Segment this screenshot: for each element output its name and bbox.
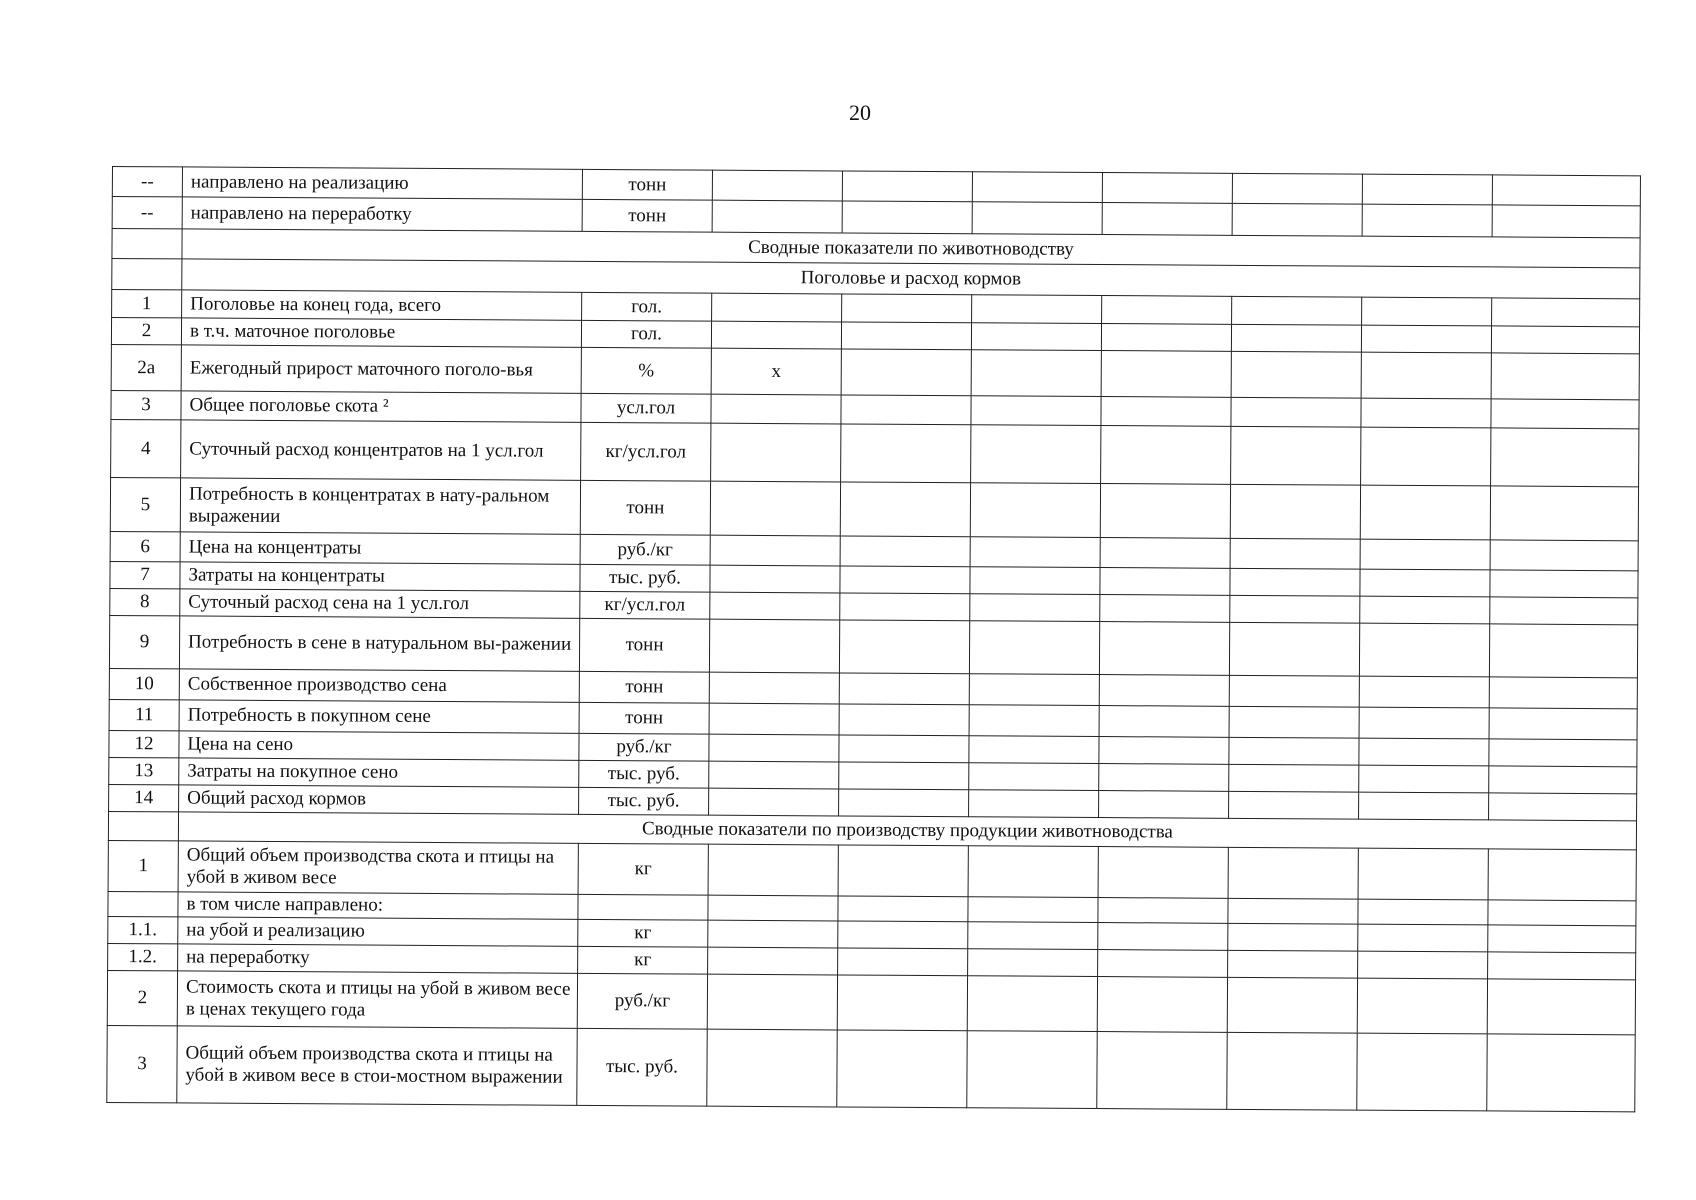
value-cell (1229, 675, 1359, 707)
value-cell (1487, 1034, 1635, 1112)
value-cell (841, 349, 971, 396)
value-cell (1230, 568, 1360, 596)
value-cell (838, 948, 968, 976)
value-cell (710, 565, 840, 593)
value-cell (970, 594, 1100, 622)
row-number: 2а (111, 344, 181, 390)
value-cell (971, 396, 1101, 426)
value-cell (709, 672, 839, 704)
value-cell (707, 1029, 837, 1107)
value-cell (1489, 624, 1637, 678)
row-number: 9 (109, 615, 179, 668)
value-cell (1097, 977, 1227, 1033)
indicator-name: Поголовье на конец года, всего (182, 290, 582, 320)
value-cell (1489, 739, 1637, 767)
value-cell (1492, 175, 1640, 206)
indicator-name: Цена на сено (179, 731, 579, 760)
value-cell (1099, 675, 1229, 707)
indicator-name: Ежегодный прирост маточного поголо-вья (181, 345, 581, 393)
value-cell (710, 592, 840, 620)
value-cell (967, 1031, 1097, 1109)
indicator-name: направлено на переработку (182, 197, 582, 231)
row-number: 12 (109, 730, 179, 757)
unit-cell: тыс. руб. (580, 564, 710, 592)
value-cell (711, 394, 841, 424)
value-cell (1231, 426, 1361, 485)
indicator-name: Общее поголовье скота ² (181, 391, 581, 422)
value-cell (1232, 296, 1362, 325)
row-number: 1.1. (108, 916, 178, 943)
value-cell (837, 975, 967, 1031)
value-cell (1098, 923, 1228, 951)
indicator-name: Общий расход кормов (179, 785, 579, 814)
unit-cell: руб./кг (577, 973, 707, 1029)
value-cell (1491, 428, 1639, 487)
unit-cell: % (581, 347, 711, 394)
value-cell (1099, 764, 1229, 792)
indicator-name: Затраты на покупное сено (179, 758, 579, 787)
value-cell (1361, 352, 1491, 399)
value-cell (1229, 737, 1359, 765)
value-cell (1102, 203, 1232, 236)
value-cell (840, 482, 970, 537)
value-cell (841, 395, 971, 425)
table-body (107, 167, 1641, 1112)
value-cell (839, 762, 969, 790)
row-number: 2 (107, 970, 177, 1025)
value-cell (971, 350, 1101, 397)
unit-cell: тонн (579, 671, 709, 703)
value-cell (1229, 764, 1359, 792)
value-cell (1360, 539, 1490, 570)
unit-cell: тыс. руб. (577, 1028, 707, 1106)
value-cell (1229, 622, 1359, 676)
value-cell (1360, 596, 1490, 624)
value-cell (969, 674, 1099, 706)
section-title: Сводные показатели по производству продукции животноводства (178, 812, 1636, 850)
value-cell (1100, 568, 1230, 596)
value-cell (972, 172, 1102, 203)
value-cell (1102, 173, 1232, 204)
value-cell (1489, 766, 1637, 794)
value-cell (1102, 296, 1232, 325)
indicator-name: Потребность в концентратах в нату-ральном выражении (180, 478, 580, 534)
value-cell (1358, 899, 1488, 925)
value-cell (1358, 924, 1488, 952)
indicator-name: на переработку (178, 944, 578, 973)
value-cell (1229, 791, 1359, 819)
value-cell (1101, 426, 1231, 485)
unit-cell (578, 894, 708, 920)
value-cell (1099, 791, 1229, 819)
value-cell (1100, 595, 1230, 623)
unit-cell: руб./кг (579, 733, 709, 761)
value-cell (1490, 570, 1638, 598)
unit-cell: кг/усл.гол (581, 422, 711, 481)
value-cell (839, 789, 969, 817)
section-num-cell (108, 811, 178, 840)
value-cell (840, 566, 970, 594)
value-cell (712, 200, 842, 233)
row-number: 7 (110, 561, 180, 588)
value-cell (1230, 484, 1360, 539)
value-cell (1362, 297, 1492, 326)
value-cell (1232, 173, 1362, 204)
value-cell (1227, 977, 1357, 1033)
row-number: -- (112, 167, 182, 197)
row-number: 3 (111, 390, 181, 419)
unit-cell: гол. (582, 292, 712, 321)
value-cell (1489, 793, 1637, 821)
value-cell (1227, 1032, 1357, 1110)
row-number: -- (112, 197, 182, 229)
unit-cell: тонн (580, 480, 710, 535)
table-row (110, 477, 1638, 540)
indicator-name: Цена на концентраты (180, 532, 580, 564)
value-cell (1491, 353, 1639, 400)
value-cell (1489, 708, 1637, 740)
unit-cell: кг (578, 946, 708, 974)
value-cell (970, 567, 1100, 595)
value-cell (1491, 326, 1639, 354)
row-number: 6 (110, 531, 180, 561)
value-cell (1357, 1033, 1487, 1111)
indicator-name: Суточный расход концентратов на 1 усл.гол (181, 420, 581, 480)
value-cell (1359, 623, 1489, 677)
value-cell (1361, 398, 1491, 428)
value-cell (711, 321, 841, 349)
value-cell (1359, 676, 1489, 708)
value-cell (968, 846, 1098, 898)
value-cell (841, 322, 971, 350)
unit-cell: тонн (582, 169, 712, 200)
row-number: 8 (110, 588, 180, 615)
value-cell (1490, 597, 1638, 625)
value-cell (1229, 706, 1359, 738)
value-cell (712, 293, 842, 322)
value-cell (1488, 925, 1636, 953)
value-cell (1099, 737, 1229, 765)
indicators-table (106, 166, 1641, 1112)
value-cell (1359, 765, 1489, 793)
value-cell (1488, 900, 1636, 926)
value-cell (1488, 952, 1636, 980)
value-cell (709, 761, 839, 789)
value-cell (1487, 979, 1635, 1035)
value-cell (1358, 848, 1488, 900)
value-cell (1357, 978, 1487, 1034)
section-num-cell (112, 229, 182, 259)
row-number (108, 891, 178, 916)
section-title: Поголовье и расход кормов (182, 259, 1640, 299)
value-cell (1489, 677, 1637, 709)
value-cell (1360, 485, 1490, 540)
value-cell (1230, 538, 1360, 569)
row-number: 1 (112, 290, 182, 318)
value-cell (1230, 595, 1360, 623)
value-cell (1362, 204, 1492, 237)
unit-cell: тонн (579, 618, 709, 672)
section-num-cell (112, 259, 182, 290)
value-cell (709, 734, 839, 762)
value-cell (1361, 427, 1491, 486)
indicators-table-sheet (106, 166, 1640, 1112)
unit-cell: усл.гол (581, 393, 711, 423)
value-cell (1492, 298, 1640, 327)
value-cell (708, 920, 838, 948)
unit-cell: тыс. руб. (579, 787, 709, 815)
indicator-name: Собственное производство сена (179, 669, 579, 702)
row-number: 1.2. (108, 943, 178, 970)
table-row (109, 615, 1637, 677)
value-cell (708, 947, 838, 975)
value-cell (969, 790, 1099, 818)
indicator-name: Суточный расход сена на 1 усл.гол (180, 589, 580, 618)
unit-cell: руб./кг (580, 534, 710, 565)
value-cell (1488, 849, 1636, 901)
value-cell (1361, 325, 1491, 353)
row-number: 4 (111, 419, 181, 477)
value-cell (710, 481, 840, 536)
value-cell (1097, 1032, 1227, 1110)
value-cell (838, 896, 968, 922)
value-cell (968, 922, 1098, 950)
value-cell (707, 974, 837, 1030)
value-cell (1232, 203, 1362, 236)
indicator-name: Потребность в сене в натуральном вы-ражении (179, 616, 579, 671)
value-cell (1099, 622, 1229, 676)
value-cell (1100, 538, 1230, 569)
indicator-name: на убой и реализацию (178, 917, 578, 946)
value-cell (969, 621, 1099, 675)
value-cell (1231, 324, 1361, 352)
value-cell (1101, 324, 1231, 352)
value-cell (971, 323, 1101, 351)
value-cell (967, 976, 1097, 1032)
value-cell (710, 535, 840, 566)
unit-cell: кг (578, 843, 708, 895)
value-cell (837, 1030, 967, 1108)
value-cell (838, 921, 968, 949)
table-row (108, 840, 1636, 900)
value-cell (969, 705, 1099, 737)
row-number: 13 (109, 757, 179, 784)
value-cell (1362, 174, 1492, 205)
row-number: 2 (111, 318, 181, 345)
value-cell (841, 424, 971, 483)
value-cell (1098, 898, 1228, 924)
value-cell (1101, 351, 1231, 398)
value-cell (712, 170, 842, 201)
value-cell (1359, 738, 1489, 766)
value-cell (968, 897, 1098, 923)
indicator-name: в том числе направлено: (178, 892, 578, 919)
value-cell (838, 845, 968, 897)
row-number: 3 (107, 1025, 177, 1102)
indicator-name: в т.ч. маточное поголовье (181, 318, 581, 347)
value-cell (1231, 397, 1361, 427)
value-cell (842, 201, 972, 234)
section-title: Сводные показатели по животноводству (182, 229, 1640, 268)
value-cell (969, 763, 1099, 791)
page-number: 20 (849, 100, 871, 125)
value-cell (1359, 792, 1489, 820)
value-cell (1490, 540, 1638, 571)
value-cell (1360, 569, 1490, 597)
unit-cell: кг (578, 919, 708, 947)
value-cell (1358, 951, 1488, 979)
value-cell (1231, 351, 1361, 398)
unit-cell: гол. (581, 320, 711, 348)
value-cell (839, 673, 969, 705)
table-row (107, 970, 1635, 1034)
value-cell (839, 620, 969, 674)
value-cell (839, 735, 969, 763)
value-cell (969, 736, 1099, 764)
unit-cell: тонн (579, 702, 709, 734)
value-cell (1098, 950, 1228, 978)
indicator-name: Общий объем производства скота и птицы на убой в живом весе (178, 841, 578, 894)
value-cell (972, 295, 1102, 324)
value-cell (709, 619, 839, 673)
value-cell (971, 425, 1101, 484)
value-cell (970, 537, 1100, 568)
value-cell (840, 593, 970, 621)
unit-cell: тонн (582, 199, 712, 232)
value-cell (1492, 205, 1640, 238)
value-cell (708, 844, 838, 896)
table-row (107, 1025, 1635, 1111)
indicator-name: Общий объем производства скота и птицы на убой в живом весе в стои-мостном выражении (177, 1026, 577, 1105)
value-cell (1490, 486, 1638, 541)
unit-cell: кг/усл.гол (580, 591, 710, 619)
value-cell (1228, 847, 1358, 899)
value-cell (970, 483, 1100, 538)
unit-cell: тыс. руб. (579, 760, 709, 788)
value-cell (709, 703, 839, 735)
value-cell (842, 171, 972, 202)
value-cell (1228, 898, 1358, 924)
indicator-name: направлено на реализацию (182, 167, 582, 199)
value-cell (1101, 397, 1231, 427)
row-number: 1 (108, 840, 178, 891)
value-cell (972, 202, 1102, 235)
value-cell (1100, 484, 1230, 539)
row-number: 14 (109, 784, 179, 811)
value-cell (711, 423, 841, 482)
value-cell (708, 895, 838, 921)
value-cell (709, 788, 839, 816)
row-number: 11 (109, 699, 179, 730)
value-cell (840, 536, 970, 567)
row-number: 5 (110, 477, 180, 531)
value-cell (1491, 399, 1639, 429)
value-cell (1228, 950, 1358, 978)
value-cell (1099, 706, 1229, 738)
indicator-name: Потребность в покупном сене (179, 700, 579, 733)
value-cell: х (711, 348, 841, 395)
row-number: 10 (109, 668, 179, 699)
indicator-name: Стоимость скота и птицы на убой в живом весе в ценах текущего года (177, 971, 577, 1028)
value-cell (968, 949, 1098, 977)
value-cell (1359, 707, 1489, 739)
value-cell (842, 294, 972, 323)
value-cell (1098, 847, 1228, 899)
value-cell (839, 704, 969, 736)
value-cell (1228, 923, 1358, 951)
indicator-name: Затраты на концентраты (180, 562, 580, 591)
table-row (111, 419, 1639, 486)
